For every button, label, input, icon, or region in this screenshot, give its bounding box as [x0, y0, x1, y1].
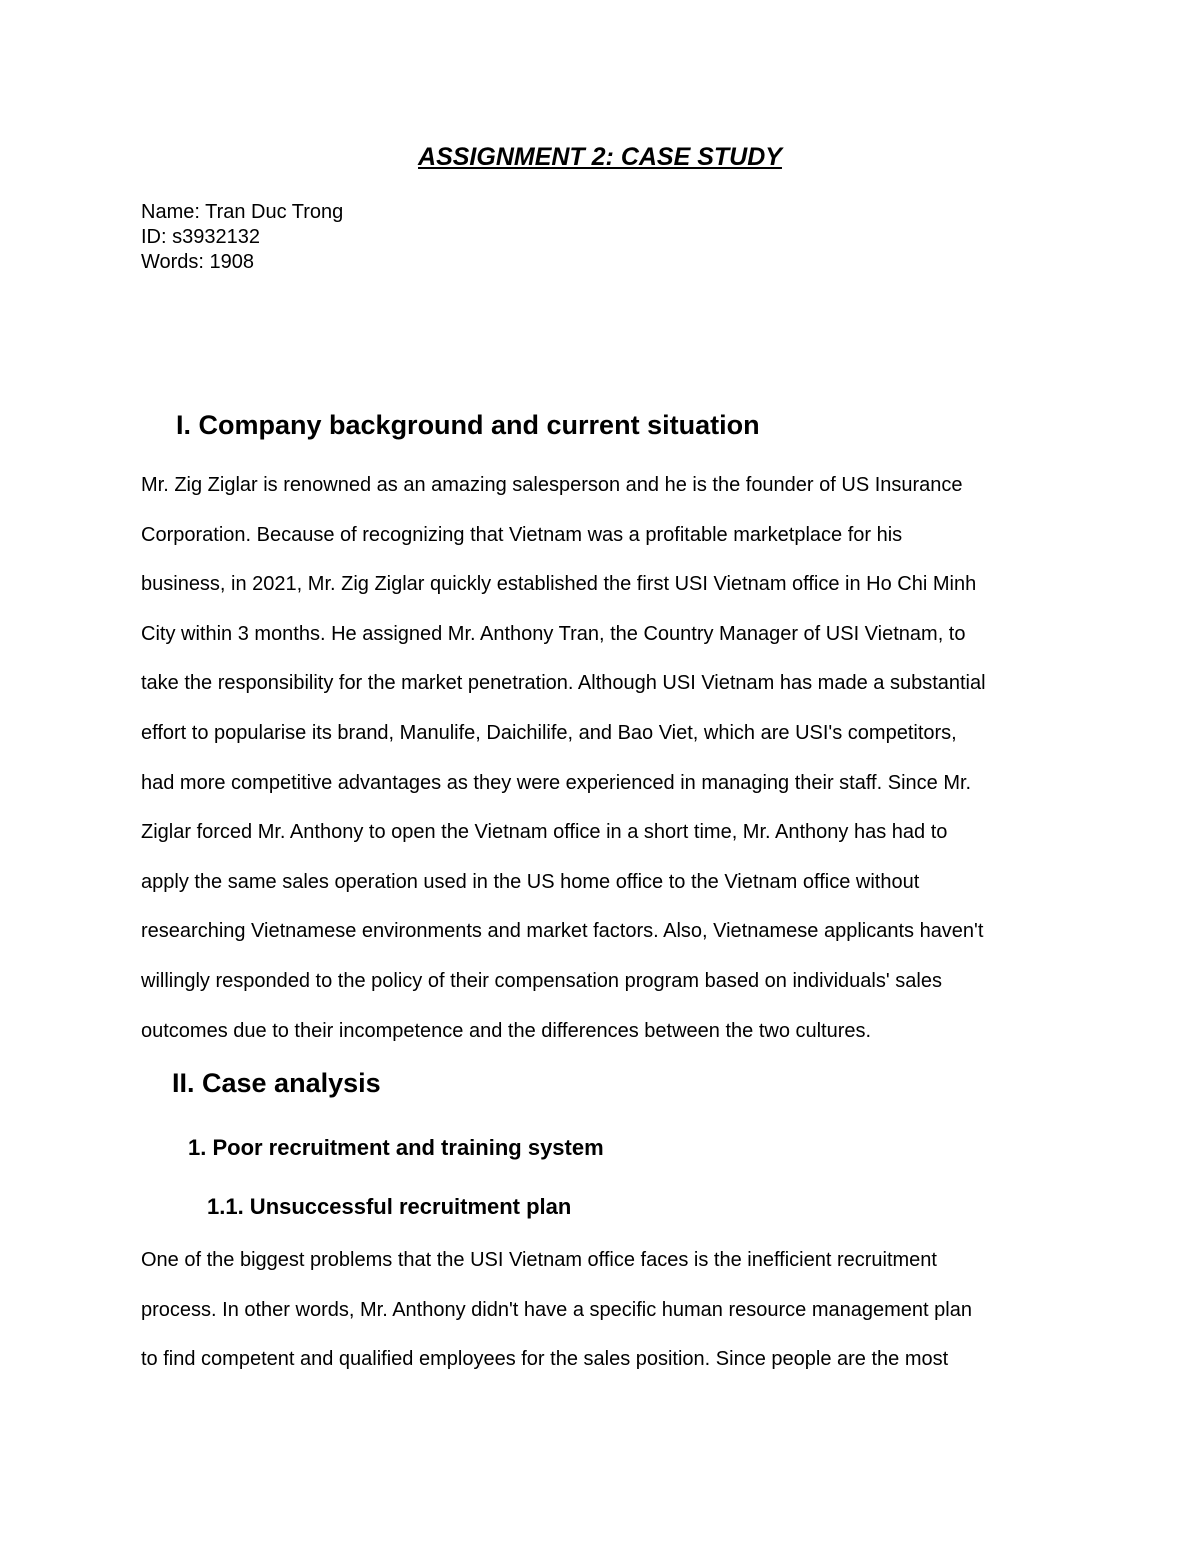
- subsection-heading-recruitment-training: 1. Poor recruitment and training system: [188, 1135, 604, 1160]
- author-info: [141, 200, 343, 275]
- paragraph-line: to find competent and qualified employees for the sales position. Since people are the most: [141, 1348, 949, 1371]
- student-id: ID: s3932132: [141, 226, 260, 248]
- document-title: ASSIGNMENT 2: CASE STUDY: [418, 143, 782, 171]
- paragraph-line: researching Vietnamese environments and market factors. Also, Vietnamese applicants haven't: [141, 920, 984, 943]
- subsection-heading-recruitment-plan: 1.1. Unsuccessful recruitment plan: [207, 1194, 572, 1219]
- word-count: Words: 1908: [141, 251, 255, 273]
- paragraph-line: business, in 2021, Mr. Zig Ziglar quickly established the first USI Vietnam office in Ho Chi Minh: [141, 573, 977, 596]
- paragraph-line: Mr. Zig Ziglar is renowned as an amazing salesperson and he is the founder of US Insurance: [141, 474, 963, 496]
- paragraph-line: One of the biggest problems that the USI Vietnam office faces is the inefficient recruitment: [141, 1249, 937, 1271]
- paragraph-line: process. In other words, Mr. Anthony didn't have a specific human resource management plan: [141, 1298, 972, 1321]
- paragraph-line: Ziglar forced Mr. Anthony to open the Vietnam office in a short time, Mr. Anthony has had to: [141, 821, 948, 844]
- paragraph-line: had more competitive advantages as they were experienced in managing their staff. Since Mr.: [141, 771, 972, 794]
- section-heading-case-analysis: II. Case analysis: [172, 1068, 381, 1098]
- paragraph-line: outcomes due to their incompetence and the differences between the two cultures.: [141, 1019, 872, 1042]
- paragraph-recruitment-plan: [141, 1236, 1061, 1385]
- author-name: Name: Tran Duc Trong: [141, 201, 344, 223]
- section-heading-company-background: I. Company background and current situation: [176, 410, 760, 440]
- paragraph-line: Corporation. Because of recognizing that Vietnam was a profitable marketplace for his: [141, 523, 903, 546]
- paragraph-line: effort to popularise its brand, Manulife, Daichilife, and Bao Viet, which are USI's competitors,: [141, 721, 957, 744]
- paragraph-line: apply the same sales operation used in the US home office to the Vietnam office without: [141, 870, 920, 893]
- paragraph-company-background: [141, 461, 1061, 1056]
- paragraph-line: take the responsibility for the market penetration. Although USI Vietnam has made a substantial: [141, 672, 986, 695]
- paragraph-line: City within 3 months. He assigned Mr. Anthony Tran, the Country Manager of USI Vietnam, to: [141, 622, 966, 645]
- paragraph-line: willingly responded to the policy of their compensation program based on individuals' sales: [141, 969, 942, 992]
